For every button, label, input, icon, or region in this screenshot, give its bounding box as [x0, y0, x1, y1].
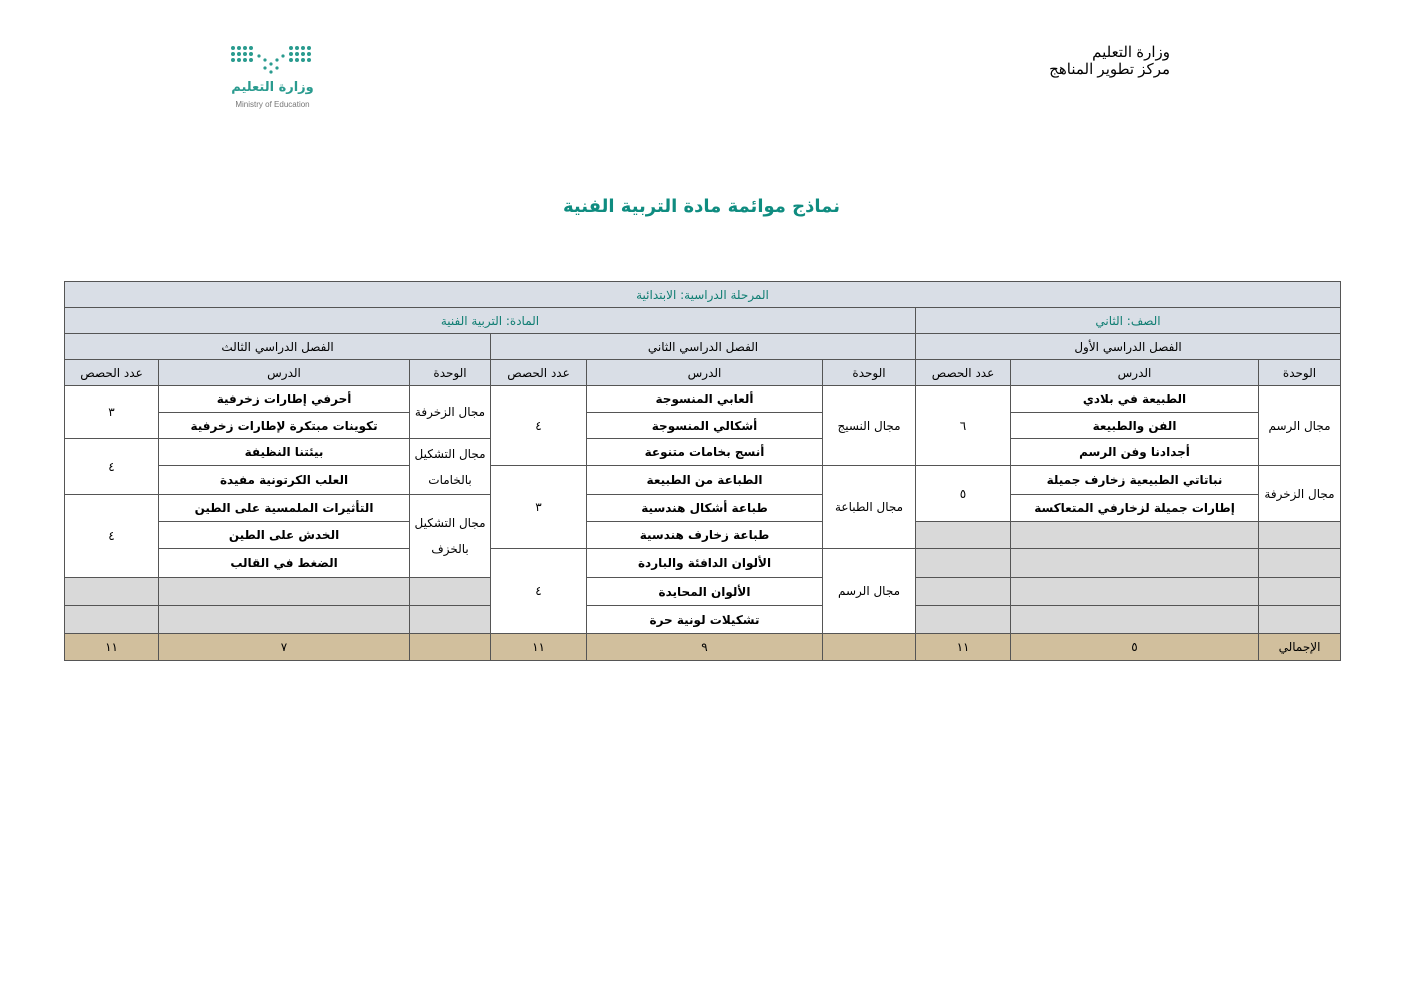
term2-lesson: الألوان المحايدة — [587, 578, 823, 606]
term3-periods: ٤ — [65, 495, 159, 578]
empty-cell — [65, 578, 159, 606]
empty-cell — [1011, 578, 1259, 606]
term2-total-periods: ١١ — [491, 634, 587, 661]
term1-periods-col-header: عدد الحصص — [916, 360, 1011, 386]
term2-lesson: طباعة أشكال هندسية — [587, 495, 823, 522]
term3-lesson-col-header: الدرس — [159, 360, 410, 386]
term2-lesson: أنسج بخامات متنوعة — [587, 439, 823, 466]
term1-lesson: نباتاتي الطبيعية زخارف جميلة — [1011, 466, 1259, 495]
empty-cell — [65, 606, 159, 634]
term3-lesson: بيئتنا النظيفة — [159, 439, 410, 466]
term3-header: الفصل الدراسي الثالث — [65, 334, 491, 360]
term1-total-periods: ١١ — [916, 634, 1011, 661]
term1-lesson: الفن والطبيعة — [1011, 413, 1259, 439]
term3-lesson: التأثيرات الملمسية على الطين — [159, 495, 410, 522]
term2-unit-col-header: الوحدة — [823, 360, 916, 386]
logo-arabic-text: وزارة التعليم — [231, 80, 314, 95]
curriculum-center-name: مركز تطوير المناهج — [1049, 61, 1170, 78]
term2-lesson: الألوان الدافئة والباردة — [587, 549, 823, 578]
term3-periods: ٣ — [65, 386, 159, 439]
term3-periods: ٤ — [65, 439, 159, 495]
term3-lesson: الضغط في القالب — [159, 549, 410, 578]
empty-cell — [916, 522, 1011, 549]
ministry-logo — [225, 44, 320, 112]
empty-cell — [1259, 549, 1341, 578]
term2-periods-col-header: عدد الحصص — [491, 360, 587, 386]
term1-lesson: أجدادنا وفن الرسم — [1011, 439, 1259, 466]
term1-unit-col-header: الوحدة — [1259, 360, 1341, 386]
term3-total-periods: ١١ — [65, 634, 159, 661]
empty-cell — [1011, 522, 1259, 549]
term1-header: الفصل الدراسي الأول — [916, 334, 1341, 360]
grade-header: الصف: الثاني — [916, 308, 1341, 334]
term2-lesson-col-header: الدرس — [587, 360, 823, 386]
ministry-name: وزارة التعليم — [1092, 44, 1170, 61]
logo-english-text: Ministry of Education — [235, 100, 310, 109]
term1-lesson: الطبيعة في بلادي — [1011, 386, 1259, 413]
empty-cell — [1011, 606, 1259, 634]
term2-unit: مجال الطباعة — [823, 466, 916, 549]
term2-unit: مجال الرسم — [823, 549, 916, 634]
term3-total-lessons: ٧ — [159, 634, 410, 661]
term1-periods: ٥ — [916, 466, 1011, 522]
term3-unit-line2: بالخزف — [431, 542, 469, 556]
term2-lesson: الطباعة من الطبيعة — [587, 466, 823, 495]
curriculum-table — [64, 281, 1341, 661]
term3-unit-line1: مجال التشكيل — [414, 516, 486, 530]
term3-unit: مجال الزخرفة — [410, 386, 491, 439]
subject-header: المادة: التربية الفنية — [65, 308, 916, 334]
stage-header: المرحلة الدراسية: الابتدائية — [65, 282, 1341, 308]
empty-cell — [916, 606, 1011, 634]
term3-total-unit — [410, 634, 491, 661]
term2-periods: ٣ — [491, 466, 587, 549]
term3-lesson: العلب الكرتونية مفيدة — [159, 466, 410, 495]
term2-lesson: أشكالي المنسوجة — [587, 413, 823, 439]
term2-header: الفصل الدراسي الثاني — [491, 334, 916, 360]
term3-unit — [410, 439, 491, 495]
empty-cell — [159, 606, 410, 634]
term2-total-lessons: ٩ — [587, 634, 823, 661]
term1-lesson-col-header: الدرس — [1011, 360, 1259, 386]
total-label: الإجمالي — [1259, 634, 1341, 661]
term3-lesson: الخدش على الطين — [159, 522, 410, 549]
term2-periods: ٤ — [491, 386, 587, 466]
term1-total-lessons: ٥ — [1011, 634, 1259, 661]
term2-total-unit — [823, 634, 916, 661]
empty-cell — [1259, 606, 1341, 634]
page-title: نماذج موائمة مادة التربية الفنية — [563, 196, 840, 217]
term1-lesson: إطارات جميلة لزخارفي المتعاكسة — [1011, 495, 1259, 522]
term2-periods: ٤ — [491, 549, 587, 634]
empty-cell — [1011, 549, 1259, 578]
term1-periods: ٦ — [916, 386, 1011, 466]
term3-unit-line2: بالخامات — [428, 472, 472, 487]
term3-unit-line1: مجال التشكيل — [414, 446, 486, 461]
empty-cell — [916, 578, 1011, 606]
empty-cell — [1259, 522, 1341, 549]
term3-lesson: تكوينات مبتكرة لإطارات زخرفية — [159, 413, 410, 439]
empty-cell — [410, 606, 491, 634]
term3-periods-col-header: عدد الحصص — [65, 360, 159, 386]
term1-unit: مجال الرسم — [1259, 386, 1341, 466]
term2-lesson: تشكيلات لونية حرة — [587, 606, 823, 634]
term1-unit: مجال الزخرفة — [1259, 466, 1341, 522]
ministry-header — [1020, 44, 1170, 78]
term2-lesson: طباعة زخارف هندسية — [587, 522, 823, 549]
term3-unit-col-header: الوحدة — [410, 360, 491, 386]
term3-unit — [410, 495, 491, 578]
term2-unit: مجال النسيج — [823, 386, 916, 466]
empty-cell — [410, 578, 491, 606]
term3-lesson: أحرفي إطارات زخرفية — [159, 386, 410, 413]
empty-cell — [159, 578, 410, 606]
term2-lesson: ألعابي المنسوجة — [587, 386, 823, 413]
empty-cell — [1259, 578, 1341, 606]
empty-cell — [916, 549, 1011, 578]
logo-dots-icon — [229, 44, 317, 76]
